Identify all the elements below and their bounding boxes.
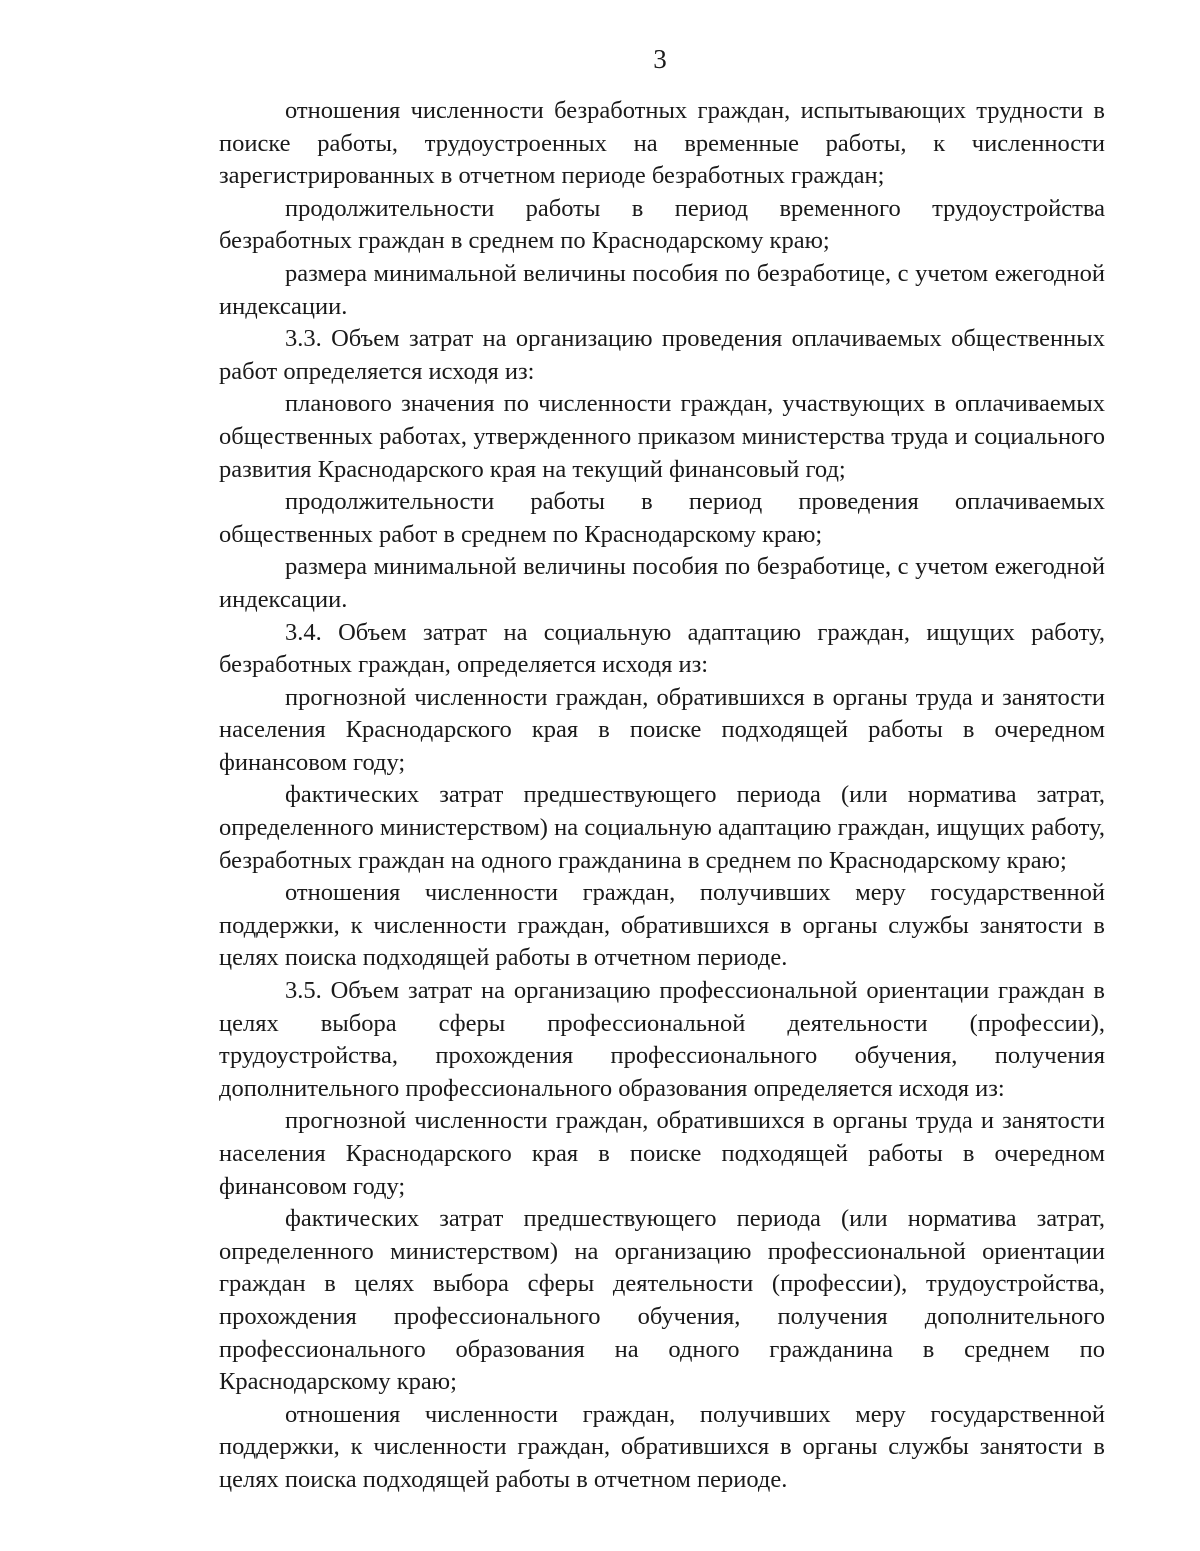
section-3-5-paragraph: 3.5. Объем затрат на организацию профессиональной ориентации граждан в целях выбора сферы профессиональной деятельности (профессии), трудоустройства, прохождения профессионального обучения, получения дополнительного профессионального образования определяется исходя из: — [219, 977, 1105, 1102]
paragraph: размера минимальной величины пособия по безработице, с учетом ежегодной индексации. — [219, 553, 1105, 613]
paragraph: отношения численности граждан, получивших меру государственной поддержки, к численности граждан, обратившихся в органы службы занятости в целях поиска подходящей работы в отчетном периоде. — [219, 879, 1105, 972]
section-3-3-paragraph: 3.3. Объем затрат на организацию проведения оплачиваемых общественных работ определяется исходя из: — [219, 325, 1105, 385]
paragraph: фактических затрат предшествующего периода (или норматива затрат, определенного министерством) на организацию профессиональной ориентации граждан в целях выбора сферы деятельности (профессии), трудоустройства, прохождения профессионального обучения, получения дополнительного профессионального образования на одного гражданина в среднем по Краснодарскому краю; — [219, 1205, 1105, 1396]
paragraph: прогнозной численности граждан, обратившихся в органы труда и занятости населения Краснодарского края в поиске подходящей работы в очередном финансовом году; — [219, 1107, 1105, 1200]
paragraph: фактических затрат предшествующего периода (или норматива затрат, определенного министерством) на социальную адаптацию граждан, ищущих работу, безработных граждан на одного гражданина в среднем по Краснодарскому краю; — [219, 781, 1105, 874]
paragraph: продолжительности работы в период временного трудоустройства безработных граждан в среднем по Краснодарскому краю; — [219, 194, 1105, 255]
paragraph: размера минимальной величины пособия по безработице, с учетом ежегодной индексации. — [219, 259, 1105, 320]
paragraph: отношения численности безработных граждан, испытывающих трудности в поиске работы, трудоустроенных на временные работы, к численности зарегистрированных в отчетном периоде безработных граждан; — [219, 97, 1105, 190]
section-3-4-paragraph: 3.4. Объем затрат на социальную адаптацию граждан, ищущих работу, безработных граждан, определяется исходя из: — [219, 618, 1105, 679]
paragraph: прогнозной численности граждан, обратившихся в органы труда и занятости населения Краснодарского края в поиске подходящей работы в очередном финансовом году; — [219, 683, 1105, 776]
paragraph: отношения численности граждан, получивших меру государственной поддержки, к численности граждан, обратившихся в органы службы занятости в целях поиска подходящей работы в отчетном периоде. — [219, 1400, 1105, 1493]
document-body — [219, 95, 1105, 1497]
paragraph: планового значения по численности граждан, участвующих в оплачиваемых общественных работах, утвержденного приказом министерства труда и социального развития Краснодарского края на текущий финансовый год; — [219, 390, 1105, 483]
page-number: 3 — [653, 44, 667, 74]
paragraph: продолжительности работы в период проведения оплачиваемых общественных работ в среднем по Краснодарскому краю; — [219, 488, 1105, 548]
